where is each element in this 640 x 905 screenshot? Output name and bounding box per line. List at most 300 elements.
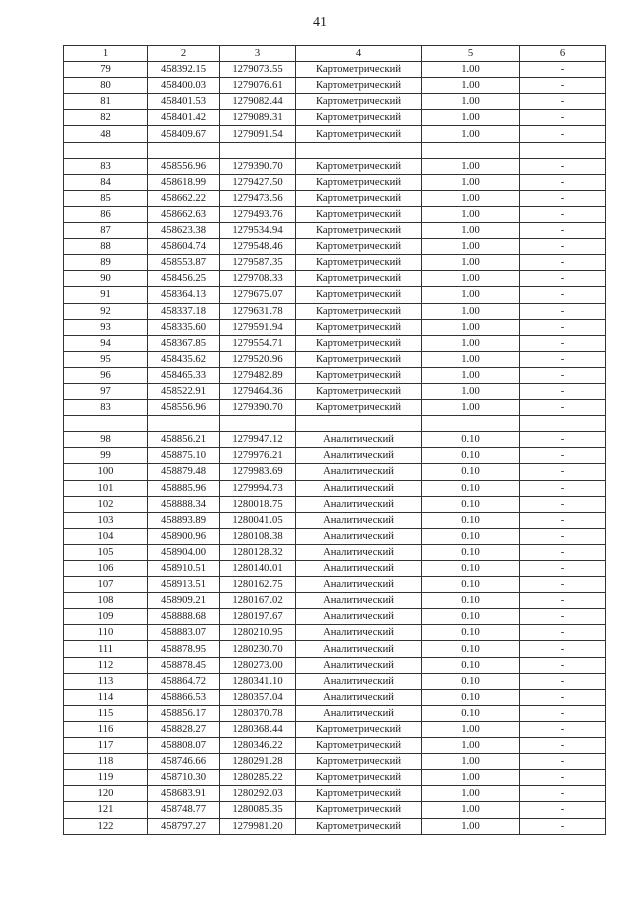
table-cell: Картометрический [296, 255, 422, 271]
table-row [64, 255, 606, 271]
table-cell: 102 [64, 496, 148, 512]
table-cell: 458864.72 [148, 673, 220, 689]
table-cell: 1280167.02 [220, 593, 296, 609]
table-cell: 1280197.67 [220, 609, 296, 625]
table-cell: 94 [64, 335, 148, 351]
table-cell: 1279976.21 [220, 448, 296, 464]
table-cell: - [520, 367, 606, 383]
table-row [64, 335, 606, 351]
table-cell: 458683.91 [148, 786, 220, 802]
table-cell: - [520, 738, 606, 754]
table-cell: 1280210.95 [220, 625, 296, 641]
table-cell [64, 142, 148, 158]
table-cell: 109 [64, 609, 148, 625]
table-cell: 458392.15 [148, 62, 220, 78]
table-cell: Картометрический [296, 818, 422, 834]
table-cell: - [520, 383, 606, 399]
table-row [64, 721, 606, 737]
table-cell: 1.00 [422, 383, 520, 399]
table-row [64, 770, 606, 786]
table-cell: - [520, 593, 606, 609]
table-cell: 1280140.01 [220, 561, 296, 577]
table-cell [148, 416, 220, 432]
table-row [64, 432, 606, 448]
table-row [64, 319, 606, 335]
table-cell: 91 [64, 287, 148, 303]
table-cell: 1279520.96 [220, 351, 296, 367]
table-cell: Картометрический [296, 158, 422, 174]
table-row [64, 158, 606, 174]
table-cell: 458335.60 [148, 319, 220, 335]
table-cell: 1280162.75 [220, 577, 296, 593]
table-row [64, 303, 606, 319]
table-cell: 1280370.78 [220, 705, 296, 721]
table-cell: - [520, 287, 606, 303]
table-cell: 111 [64, 641, 148, 657]
table-cell: Картометрический [296, 721, 422, 737]
table-cell: 458662.63 [148, 206, 220, 222]
table-cell: 92 [64, 303, 148, 319]
table-row [64, 287, 606, 303]
table-cell: 1.00 [422, 78, 520, 94]
table-row [64, 705, 606, 721]
table-cell: - [520, 78, 606, 94]
table-cell: - [520, 577, 606, 593]
table-row [64, 480, 606, 496]
table-cell: 458748.77 [148, 802, 220, 818]
table-cell: - [520, 721, 606, 737]
table-row [64, 754, 606, 770]
table-cell: 1279675.07 [220, 287, 296, 303]
table-cell: 458623.38 [148, 223, 220, 239]
table-cell: 458710.30 [148, 770, 220, 786]
table-cell: Картометрический [296, 754, 422, 770]
table-cell: - [520, 689, 606, 705]
table-cell: 1279708.33 [220, 271, 296, 287]
table-row [64, 544, 606, 560]
table-cell: 458618.99 [148, 174, 220, 190]
table-cell: - [520, 174, 606, 190]
table-cell: 1.00 [422, 818, 520, 834]
table-cell: 1279464.36 [220, 383, 296, 399]
table-row [64, 94, 606, 110]
table-cell: 1280346.22 [220, 738, 296, 754]
table-row [64, 448, 606, 464]
table-cell: 110 [64, 625, 148, 641]
table-cell: - [520, 818, 606, 834]
column-header: 5 [422, 46, 520, 62]
table-cell: 48 [64, 126, 148, 142]
table-cell: 1280230.70 [220, 641, 296, 657]
table-cell: 1280041.05 [220, 512, 296, 528]
table-cell: - [520, 754, 606, 770]
table-cell: 1.00 [422, 62, 520, 78]
table-cell: Аналитический [296, 705, 422, 721]
table-cell: 1279947.12 [220, 432, 296, 448]
table-cell: Аналитический [296, 625, 422, 641]
table-cell: Картометрический [296, 802, 422, 818]
table-cell: - [520, 239, 606, 255]
table-cell: 120 [64, 786, 148, 802]
table-cell: Аналитический [296, 528, 422, 544]
table-row [64, 818, 606, 834]
table-cell: 1279493.76 [220, 206, 296, 222]
table-cell: 458465.33 [148, 367, 220, 383]
table-cell: 82 [64, 110, 148, 126]
table-row [64, 223, 606, 239]
table-cell: 0.10 [422, 512, 520, 528]
table-cell: - [520, 448, 606, 464]
table-cell: 1.00 [422, 190, 520, 206]
table-cell: 1.00 [422, 223, 520, 239]
table-cell: 0.10 [422, 464, 520, 480]
table-cell: Аналитический [296, 593, 422, 609]
table-cell: 83 [64, 400, 148, 416]
table-cell: 85 [64, 190, 148, 206]
table-cell: 458913.51 [148, 577, 220, 593]
table-cell: 121 [64, 802, 148, 818]
table-cell: 118 [64, 754, 148, 770]
table-cell: 83 [64, 158, 148, 174]
table-cell: 458435.62 [148, 351, 220, 367]
table-cell: Картометрический [296, 303, 422, 319]
table-cell: 1280018.75 [220, 496, 296, 512]
table-cell: Картометрический [296, 62, 422, 78]
table-cell: 458797.27 [148, 818, 220, 834]
table-cell: 1280285.22 [220, 770, 296, 786]
table-cell: 0.10 [422, 528, 520, 544]
table-cell: 1.00 [422, 110, 520, 126]
table-cell: - [520, 625, 606, 641]
table-cell: 86 [64, 206, 148, 222]
table-cell: 458456.25 [148, 271, 220, 287]
table-cell: 0.10 [422, 609, 520, 625]
table-cell: 0.10 [422, 480, 520, 496]
table-cell: 458400.03 [148, 78, 220, 94]
column-header: 6 [520, 46, 606, 62]
table-cell: - [520, 480, 606, 496]
table-cell: 458337.18 [148, 303, 220, 319]
table-cell: Картометрический [296, 271, 422, 287]
table-row [64, 738, 606, 754]
table-cell: 0.10 [422, 689, 520, 705]
table-row [64, 673, 606, 689]
table-cell: 0.10 [422, 657, 520, 673]
table-cell: Картометрический [296, 287, 422, 303]
table-row [64, 78, 606, 94]
table-cell: 1279631.78 [220, 303, 296, 319]
table-cell: 114 [64, 689, 148, 705]
table-row [64, 641, 606, 657]
table-cell: - [520, 705, 606, 721]
table-cell: 1279390.70 [220, 158, 296, 174]
table-cell: 0.10 [422, 561, 520, 577]
table-body [64, 62, 606, 835]
table-cell: Аналитический [296, 657, 422, 673]
table-cell: 458556.96 [148, 158, 220, 174]
column-header: 1 [64, 46, 148, 62]
table-cell: 458522.91 [148, 383, 220, 399]
table-cell: - [520, 62, 606, 78]
table-cell: - [520, 561, 606, 577]
table-cell [220, 142, 296, 158]
table-cell: - [520, 110, 606, 126]
table-cell: - [520, 673, 606, 689]
table-cell: 106 [64, 561, 148, 577]
table-cell: 1279534.94 [220, 223, 296, 239]
table-cell: 1.00 [422, 255, 520, 271]
table-cell: - [520, 190, 606, 206]
table-cell: 1280273.00 [220, 657, 296, 673]
table-cell: 458883.07 [148, 625, 220, 641]
table-cell: Аналитический [296, 432, 422, 448]
table-row [64, 786, 606, 802]
table-cell: 458556.96 [148, 400, 220, 416]
table-cell: 1279548.46 [220, 239, 296, 255]
table-cell: - [520, 528, 606, 544]
table-cell: 458856.21 [148, 432, 220, 448]
table-cell: 458910.51 [148, 561, 220, 577]
table-cell: 458866.53 [148, 689, 220, 705]
table-cell: - [520, 126, 606, 142]
table-cell: - [520, 271, 606, 287]
table-cell: Картометрический [296, 770, 422, 786]
table-cell: 458856.17 [148, 705, 220, 721]
table-cell: Картометрический [296, 351, 422, 367]
table-cell: 458888.68 [148, 609, 220, 625]
table-cell: 1.00 [422, 206, 520, 222]
table-cell: - [520, 496, 606, 512]
table-cell: 112 [64, 657, 148, 673]
table-cell: 1279073.55 [220, 62, 296, 78]
table-row [64, 609, 606, 625]
coordinates-table [63, 45, 606, 835]
table-cell: - [520, 432, 606, 448]
table-cell: 104 [64, 528, 148, 544]
table-cell: 90 [64, 271, 148, 287]
table-row [64, 126, 606, 142]
table-cell: 1.00 [422, 303, 520, 319]
table-row [64, 142, 606, 158]
table-row [64, 625, 606, 641]
table-row [64, 561, 606, 577]
table-cell: 1279554.71 [220, 335, 296, 351]
table-cell: 458875.10 [148, 448, 220, 464]
table-cell: Картометрический [296, 367, 422, 383]
table-cell: 101 [64, 480, 148, 496]
table-cell: 99 [64, 448, 148, 464]
table-cell: 98 [64, 432, 148, 448]
table-cell [296, 416, 422, 432]
table-cell: - [520, 512, 606, 528]
table-cell: Картометрический [296, 190, 422, 206]
table-cell [296, 142, 422, 158]
table-cell: 0.10 [422, 577, 520, 593]
table-cell: 0.10 [422, 673, 520, 689]
table-cell: 1279981.20 [220, 818, 296, 834]
table-cell: 1.00 [422, 239, 520, 255]
table-cell: Картометрический [296, 239, 422, 255]
table-cell: 458904.00 [148, 544, 220, 560]
table-cell: Аналитический [296, 496, 422, 512]
table-row [64, 512, 606, 528]
table-cell: 1280292.03 [220, 786, 296, 802]
table-cell: 0.10 [422, 593, 520, 609]
table-cell: 1279473.56 [220, 190, 296, 206]
table-cell: 458888.34 [148, 496, 220, 512]
table-cell: 1.00 [422, 287, 520, 303]
table-cell: Аналитический [296, 464, 422, 480]
table-cell: 1.00 [422, 786, 520, 802]
table-row [64, 593, 606, 609]
table-cell: 1279076.61 [220, 78, 296, 94]
table-header [64, 46, 606, 62]
table-row [64, 802, 606, 818]
table-cell: 0.10 [422, 544, 520, 560]
table-cell: 1.00 [422, 126, 520, 142]
table-cell: 458367.85 [148, 335, 220, 351]
table-cell: Картометрический [296, 206, 422, 222]
table-cell: 105 [64, 544, 148, 560]
table-cell [422, 142, 520, 158]
table-cell: 1279591.94 [220, 319, 296, 335]
table-cell: 1.00 [422, 174, 520, 190]
table-cell: 1.00 [422, 802, 520, 818]
table-cell: Аналитический [296, 609, 422, 625]
table-cell: Картометрический [296, 335, 422, 351]
table-row [64, 383, 606, 399]
table-cell: 1279089.31 [220, 110, 296, 126]
table-row [64, 62, 606, 78]
table-cell: 113 [64, 673, 148, 689]
table-cell: - [520, 770, 606, 786]
table-cell: 1279427.50 [220, 174, 296, 190]
table-cell: 97 [64, 383, 148, 399]
table-cell: 1.00 [422, 738, 520, 754]
table-cell: 1.00 [422, 335, 520, 351]
table-cell: 1280368.44 [220, 721, 296, 737]
table-cell: 96 [64, 367, 148, 383]
table-row [64, 464, 606, 480]
table-cell: 119 [64, 770, 148, 786]
table-cell: 1.00 [422, 770, 520, 786]
table-cell: 458900.96 [148, 528, 220, 544]
table-row [64, 689, 606, 705]
table-cell: 89 [64, 255, 148, 271]
table-cell: 1280291.28 [220, 754, 296, 770]
table-cell: 95 [64, 351, 148, 367]
table-cell: - [520, 255, 606, 271]
table-row [64, 206, 606, 222]
table-cell: 0.10 [422, 432, 520, 448]
table-cell: 1.00 [422, 754, 520, 770]
table-cell: 80 [64, 78, 148, 94]
table-cell: 0.10 [422, 641, 520, 657]
table-cell: 458909.21 [148, 593, 220, 609]
table-cell: 1279587.35 [220, 255, 296, 271]
table-cell: 458401.42 [148, 110, 220, 126]
table-cell: 1.00 [422, 367, 520, 383]
table-cell: Аналитический [296, 641, 422, 657]
table-cell: 0.10 [422, 625, 520, 641]
table-cell: 0.10 [422, 496, 520, 512]
table-row [64, 496, 606, 512]
table-cell: - [520, 303, 606, 319]
table-row [64, 271, 606, 287]
table-row [64, 239, 606, 255]
table-cell [220, 416, 296, 432]
table-cell: 458604.74 [148, 239, 220, 255]
table-cell: Картометрический [296, 738, 422, 754]
table-cell: 1280108.38 [220, 528, 296, 544]
table-cell: Картометрический [296, 400, 422, 416]
table-cell: Аналитический [296, 561, 422, 577]
table-cell: - [520, 544, 606, 560]
table-cell: 100 [64, 464, 148, 480]
table-cell: 103 [64, 512, 148, 528]
table-cell: 84 [64, 174, 148, 190]
table-cell: 458885.96 [148, 480, 220, 496]
table-cell [520, 142, 606, 158]
page-number: 41 [313, 15, 327, 30]
table-cell: 458746.66 [148, 754, 220, 770]
table-cell: 107 [64, 577, 148, 593]
table-row [64, 657, 606, 673]
table-cell [422, 416, 520, 432]
table-row [64, 110, 606, 126]
table-cell: 458893.89 [148, 512, 220, 528]
table-cell: Аналитический [296, 544, 422, 560]
table-cell: 458409.67 [148, 126, 220, 142]
table-row [64, 577, 606, 593]
table-cell: Аналитический [296, 448, 422, 464]
table-cell: 116 [64, 721, 148, 737]
table-cell: - [520, 223, 606, 239]
table-cell: 458879.48 [148, 464, 220, 480]
table-cell: 1280128.32 [220, 544, 296, 560]
table-cell: Картометрический [296, 126, 422, 142]
column-header: 4 [296, 46, 422, 62]
table-row [64, 351, 606, 367]
header-row [64, 46, 606, 62]
table-cell: 1.00 [422, 94, 520, 110]
column-header: 2 [148, 46, 220, 62]
table-cell: 115 [64, 705, 148, 721]
table-cell: - [520, 94, 606, 110]
table-cell: 1.00 [422, 319, 520, 335]
table-cell: 88 [64, 239, 148, 255]
table-cell: 1280341.10 [220, 673, 296, 689]
table-cell: 458401.53 [148, 94, 220, 110]
table-cell: Аналитический [296, 673, 422, 689]
table-row [64, 367, 606, 383]
table-cell: 1.00 [422, 400, 520, 416]
table-cell: 458878.95 [148, 641, 220, 657]
table-cell: Картометрический [296, 223, 422, 239]
table-cell: Аналитический [296, 577, 422, 593]
table-cell: - [520, 351, 606, 367]
table-cell: - [520, 609, 606, 625]
table-cell: 458828.27 [148, 721, 220, 737]
table-cell: 1279082.44 [220, 94, 296, 110]
table-cell: Аналитический [296, 689, 422, 705]
table-cell: 87 [64, 223, 148, 239]
table-cell: 1279994.73 [220, 480, 296, 496]
table-cell: - [520, 400, 606, 416]
table-cell: 81 [64, 94, 148, 110]
table-cell: 1280085.35 [220, 802, 296, 818]
table-cell: Картометрический [296, 94, 422, 110]
